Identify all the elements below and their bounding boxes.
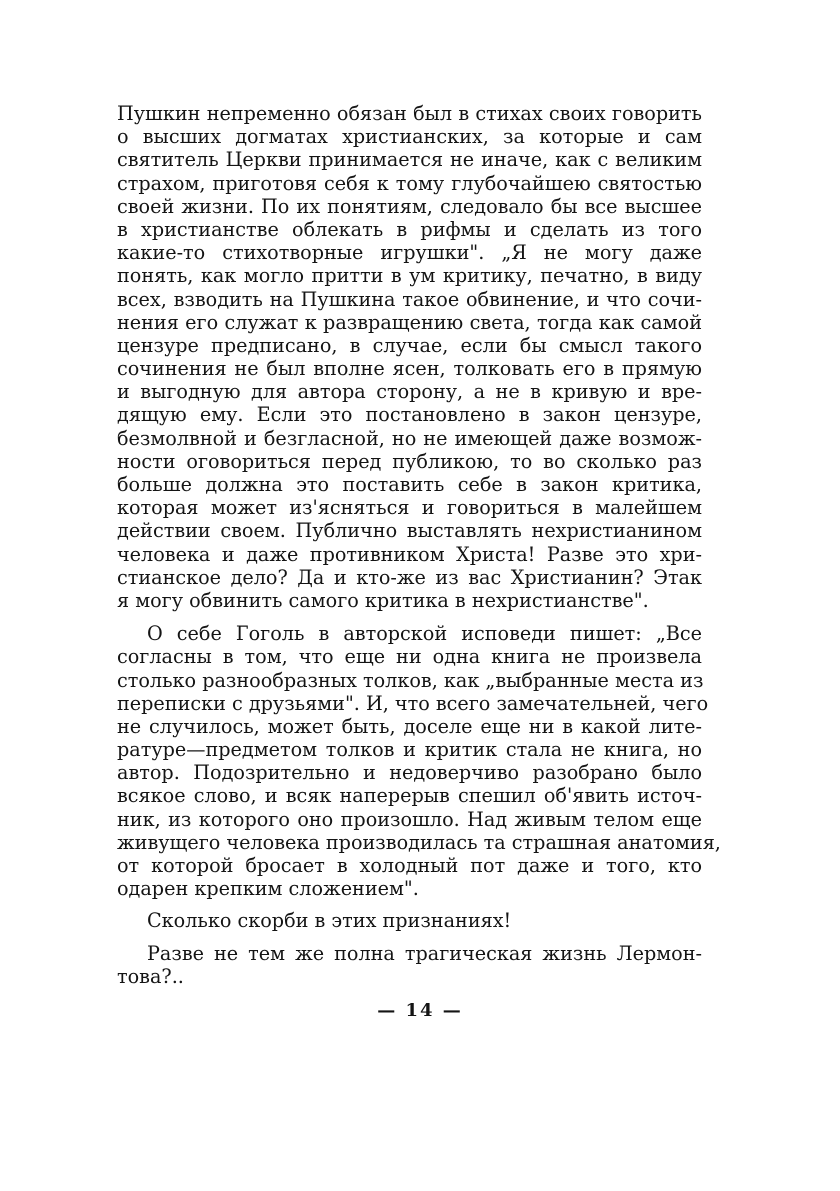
text-line: и выгодную для автора сторону, а не в кривую и вре-: [117, 380, 702, 404]
text-line: действии своем. Публично выставлять нехристианином: [117, 519, 702, 543]
text-line: человека и даже противником Христа! Разве это хри-: [117, 542, 702, 566]
text-line: переписки с друзьями". И, что всего замечательней, чего: [117, 691, 709, 715]
paragraph-lermontov: [117, 942, 702, 988]
text-line: я могу обвинить самого критика в нехристианстве".: [117, 588, 649, 612]
paragraph-pushkin-quote: [117, 102, 702, 612]
text-line: ности оговориться перед публикою, то во сколько раз: [117, 449, 702, 473]
text-line: живущего человека производилась та страшная анатомия,: [117, 830, 721, 854]
paragraph-sorrow: [117, 909, 702, 932]
text-line: в христианстве облекать в рифмы и сделать из того: [117, 217, 702, 241]
page-number: — 14 —: [377, 1000, 463, 1021]
text-line: Разве не тем же полна трагическая жизнь Лермон-: [147, 941, 702, 965]
paragraph-gogol-confession: [117, 622, 721, 901]
text-line: ратуре—предметом толков и критик стала не книга, но: [117, 738, 702, 762]
text-line: това?..: [117, 964, 184, 988]
text-line: страхом, приготовя себя к тому глубочайшею святостью: [117, 171, 702, 195]
page-body: [117, 102, 721, 988]
text-line: стианское дело? Да и кто-же из вас Христианин? Этак: [117, 565, 702, 589]
text-line: святитель Церкви принимается не иначе, как с великим: [117, 148, 702, 172]
text-line: которая может из'ясняться и говориться в малейшем: [117, 496, 702, 520]
text-line: своей жизни. По их понятиям, следовало бы все высшее: [117, 194, 702, 218]
text-line: о высших догматах христианских, за которые и сам: [117, 125, 702, 149]
text-line: сочинения не был вполне ясен, толковать его в прямую: [117, 357, 702, 381]
text-line: какие-то стихотворные игрушки". „Я не могу даже: [117, 241, 702, 265]
text-line: цензуре предписано, в случае, если бы смысл такого: [117, 333, 702, 357]
text-line: от которой бросает в холодный пот даже и того, кто: [117, 854, 702, 877]
text-line: Пушкин непременно обязан был в стихах своих говорить: [117, 102, 702, 125]
text-line: столько разнообразных толков, как „выбранные места из: [117, 668, 704, 692]
text-line: не случилось, может быть, доселе еще ни в какой лите-: [117, 714, 702, 738]
text-line: всякое слово, и всяк наперерыв спешил об'явить источ-: [117, 784, 702, 808]
text-line: Сколько скорби в этих признаниях!: [147, 909, 512, 933]
text-line: ник, из которого оно произошло. Над живым телом еще: [117, 807, 702, 831]
text-line: безмолвной и безгласной, но не имеющей даже возмож-: [117, 426, 702, 450]
text-line: дящую ему. Если это постановлено в закон цензуре,: [117, 403, 702, 427]
text-line: согласны в том, что еще ни одна книга не произвела: [117, 645, 702, 669]
text-line: автор. Подозрительно и недоверчиво разобрано было: [117, 761, 702, 785]
text-line: всех, взводить на Пушкина такое обвинение, и что сочи-: [117, 287, 702, 311]
text-line: нения его служат к развращению света, тогда как самой: [117, 310, 702, 334]
text-line: одарен крепким сложением".: [117, 877, 419, 901]
text-line: больше должна это поставить себе в закон критика,: [117, 473, 702, 496]
text-line: понять, как могло притти в ум критику, печатно, в виду: [117, 264, 702, 288]
text-line: О себе Гоголь в авторской исповеди пишет: „Все: [147, 622, 702, 646]
